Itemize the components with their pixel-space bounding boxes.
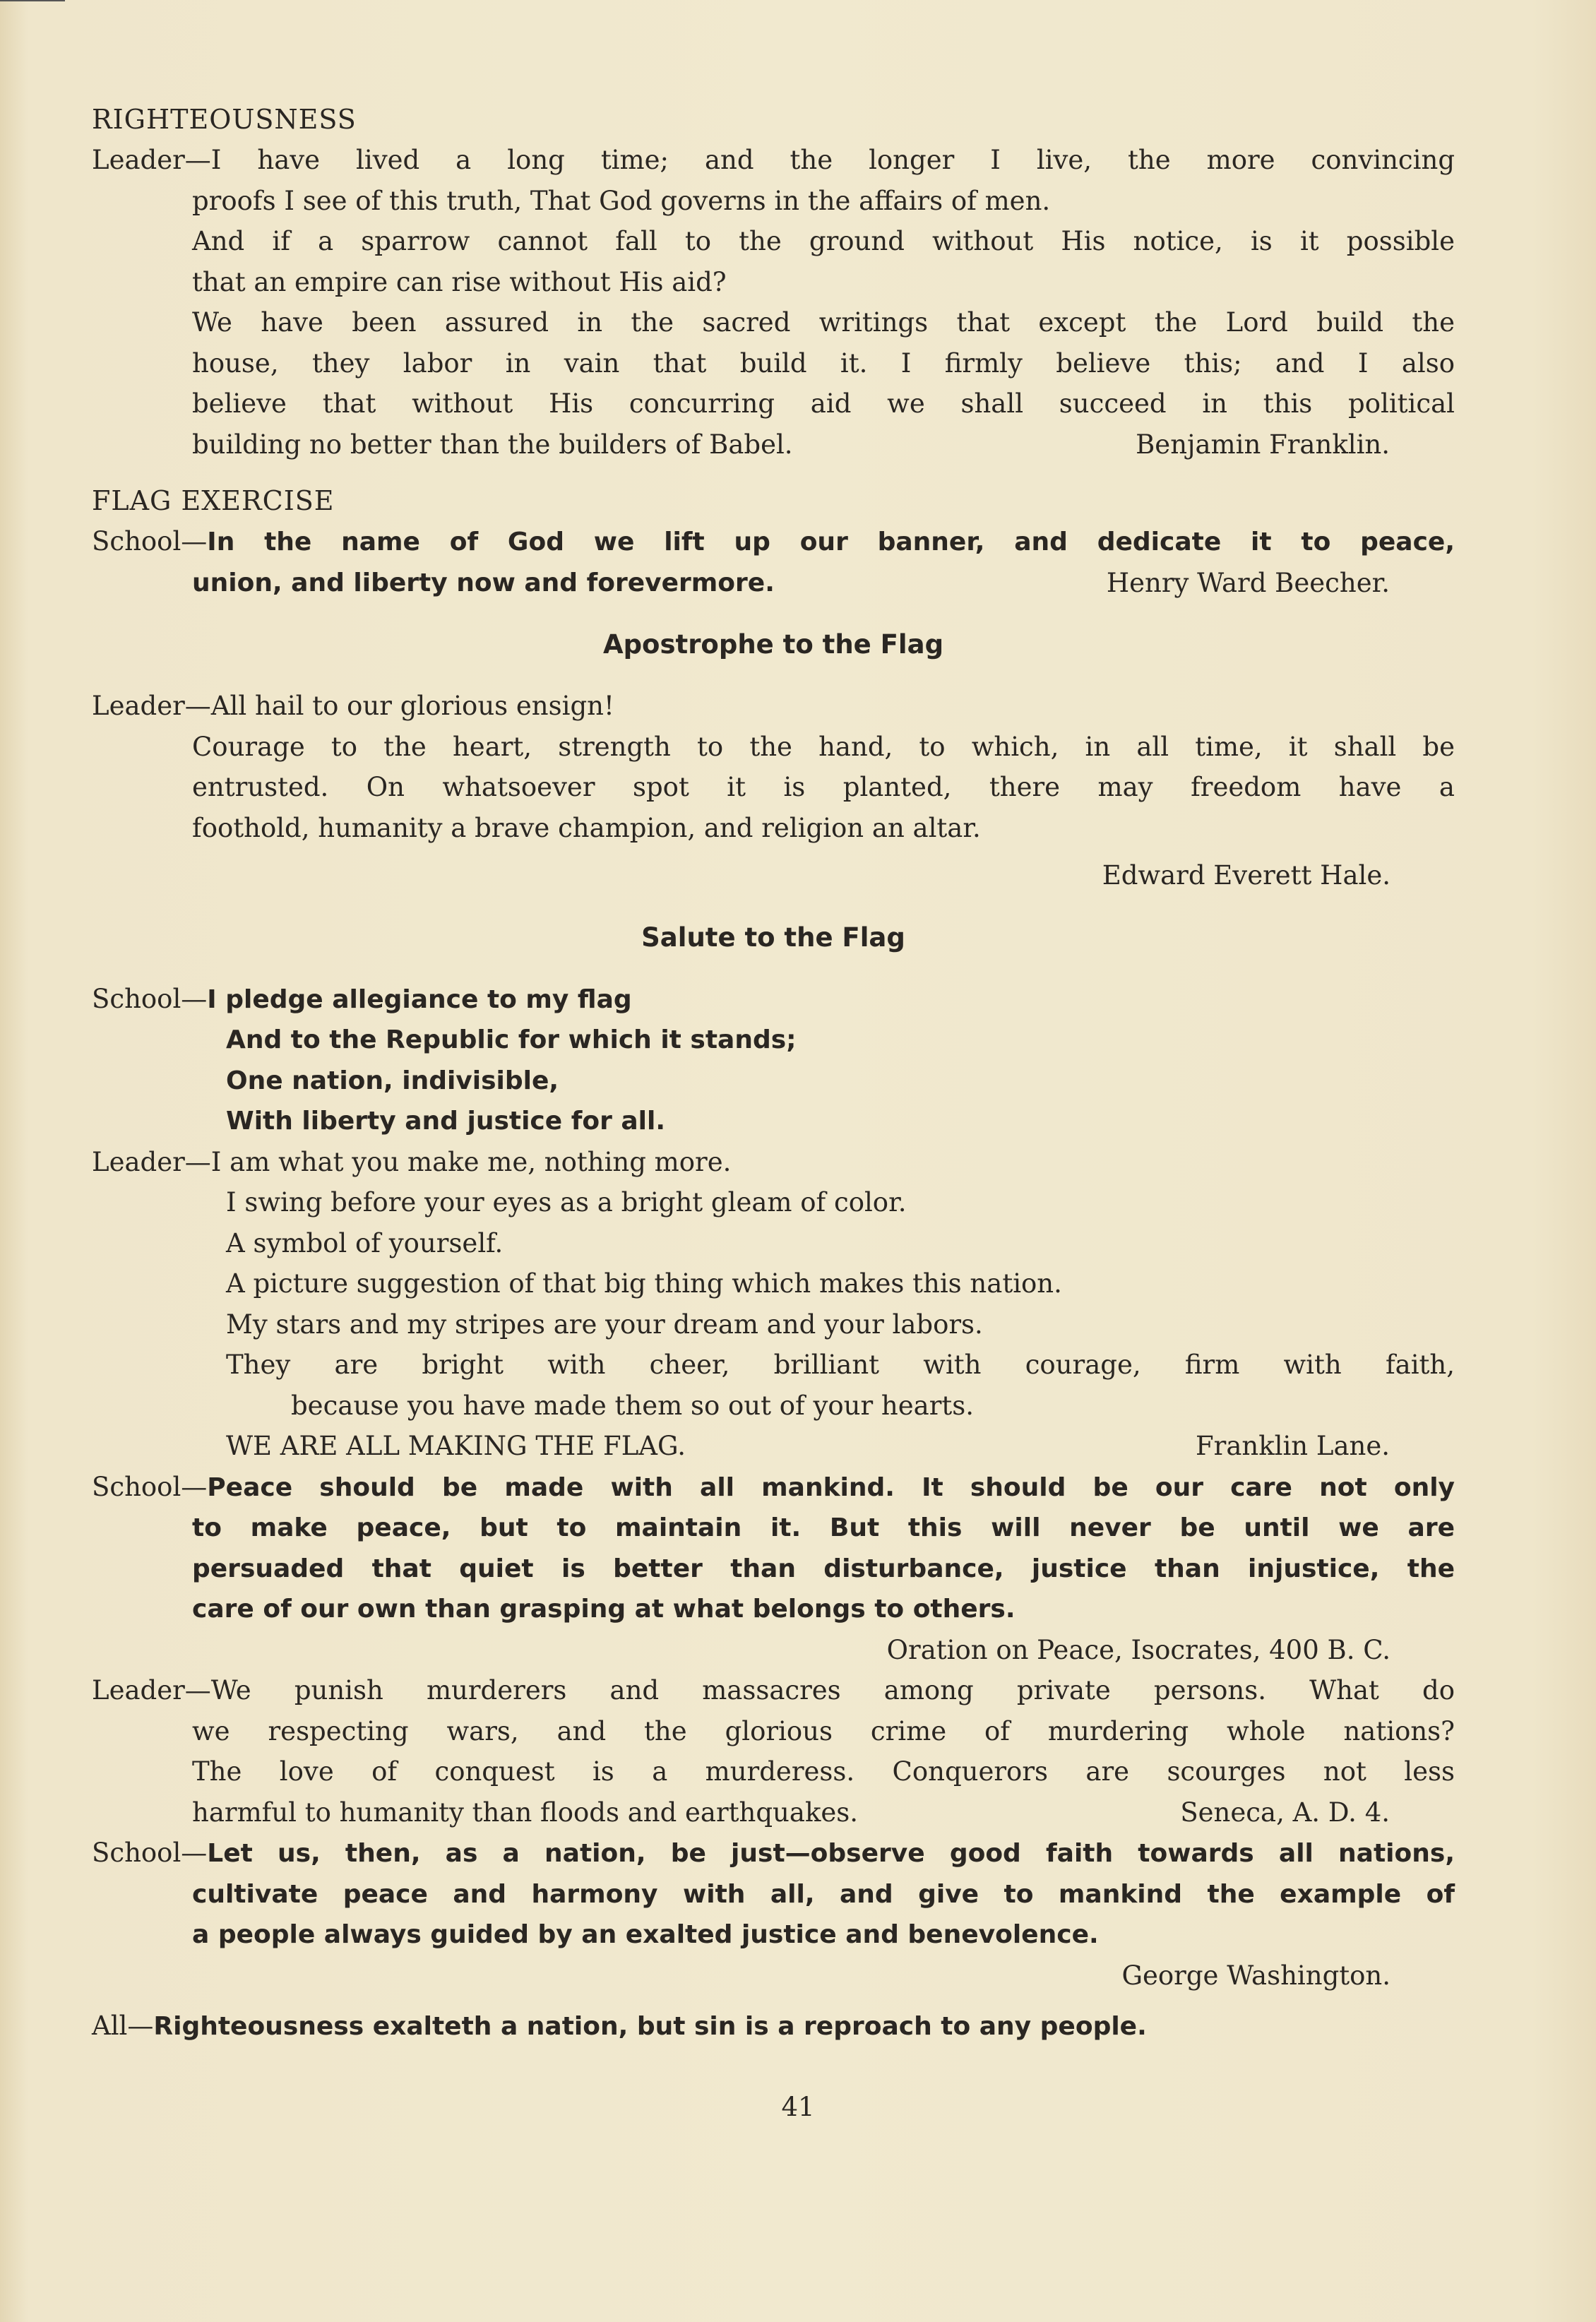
passage-line: One nation, indivisible, (226, 1066, 559, 1095)
passage-line: I swing before your eyes as a bright gleam of color. (226, 1187, 907, 1217)
passage-line-with-attribution (92, 1426, 1462, 1467)
passage-line: care of our own than grasping at what belongs to others. (192, 1595, 1016, 1624)
passage-text: WE ARE ALL MAKING THE FLAG. (226, 1431, 686, 1461)
passage-line: that an empire can rise without His aid? (192, 266, 727, 297)
attribution: Benjamin Franklin. (1136, 429, 1390, 460)
attribution: Oration on Peace, Isocrates, 400 B. C. (886, 1634, 1390, 1665)
school-reading-2 (92, 979, 1462, 1142)
passage-line: to make peace, but to maintain it. But this will never be until we are (192, 1513, 1455, 1542)
passage-line (92, 1142, 1462, 1183)
passage-line (92, 140, 1455, 181)
section-heading-righteousness: RIGHTEOUSNESS (92, 104, 357, 135)
passage-line-with-attribution (92, 1792, 1462, 1833)
leader-reading-2 (92, 1142, 1462, 1467)
passage-text: building no better than the builders of Babel. (192, 429, 793, 460)
speaker-label: Leader— (92, 1146, 211, 1177)
section-heading-flag-exercise: FLAG EXERCISE (92, 485, 335, 516)
speaker-label: Leader— (92, 691, 211, 721)
passage-text: Righteousness exalteth a nation, but sin is a reproach to any people. (153, 2012, 1147, 2041)
school-reading-3 (92, 1467, 1462, 1671)
subheading-apostrophe: Apostrophe to the Flag (602, 629, 944, 660)
passage-line: They are bright with cheer, brilliant with courage, firm with faith, (226, 1350, 1455, 1380)
passage-text: In the name of God we lift up our banner, and dedicate it to peace, (207, 528, 1455, 556)
passage-line: proofs I see of this truth, That God governs in the affairs of men. (192, 185, 1051, 216)
speaker-label: All— (92, 2011, 154, 2041)
passage-text: harmful to humanity than floods and earthquakes. (192, 1797, 859, 1828)
passage-line (92, 1670, 1455, 1711)
passage-line: cultivate peace and harmony with all, and give to mankind the example of (192, 1879, 1455, 1909)
passage-text: union, and liberty now and forevermore. (192, 568, 775, 597)
attribution: George Washington. (1121, 1960, 1390, 1991)
page-number: 41 (781, 2092, 815, 2122)
passage-text: Let us, then, as a nation, be just—observe good faith towards all nations, (207, 1839, 1455, 1868)
passage-line: A picture suggestion of that big thing which makes this nation. (226, 1268, 1062, 1299)
passage-text: I pledge allegiance to my flag (207, 984, 632, 1014)
passage-line: Courage to the heart, strength to the hand, to which, in all time, it shall be (192, 731, 1455, 762)
school-reading-4 (92, 1833, 1462, 1996)
passage-text: All hail to our glorious ensign! (210, 691, 614, 721)
speaker-label: School— (92, 1471, 208, 1502)
leader-reading-1 (92, 686, 1462, 896)
passage-line (92, 2006, 1462, 2047)
passage-line: And to the Republic for which it stands; (226, 1025, 797, 1054)
righteousness-passage (92, 140, 1462, 465)
passage-line: believe that without His concurring aid we shall succeed in this political (192, 388, 1455, 419)
attribution: Seneca, A. D. 4. (1180, 1797, 1390, 1828)
passage-line: we respecting wars, and the glorious crime of murdering whole nations? (192, 1715, 1455, 1746)
page-edge-mark (0, 0, 65, 1)
passage-line: persuaded that quiet is better than disturbance, justice than injustice, the (192, 1554, 1455, 1583)
passage-line: entrusted. On whatsoever spot it is planted, there may freedom have a (192, 772, 1455, 802)
passage-text: Peace should be made with all mankind. It should be our care not only (207, 1472, 1455, 1502)
passage-line (92, 1467, 1455, 1508)
passage-line: a people always guided by an exalted justice and benevolence. (192, 1920, 1099, 1949)
passage-text: I have lived a long time; and the longer I live, the more convincing (210, 145, 1455, 175)
attribution: Franklin Lane. (1195, 1431, 1390, 1461)
passage-line: We have been assured in the sacred writings that except the Lord build the (192, 307, 1455, 338)
all-reading (92, 1996, 1462, 2047)
passage-line: And if a sparrow cannot fall to the ground without His notice, is it possible (192, 226, 1455, 256)
attribution: Henry Ward Beecher. (1106, 567, 1390, 598)
passage-line: The love of conquest is a murderess. Conquerors are scourges not less (192, 1756, 1455, 1787)
speaker-label: School— (92, 526, 208, 556)
passage-line (92, 979, 1462, 1020)
passage-line: My stars and my stripes are your dream and your labors. (226, 1309, 983, 1340)
school-reading-1 (92, 521, 1462, 603)
passage-line-with-attribution (92, 424, 1462, 465)
passage-line (92, 1833, 1455, 1874)
passage-line: With liberty and justice for all. (226, 1107, 666, 1136)
passage-line: because you have made them so out of your hearts. (291, 1390, 975, 1421)
speaker-label: School— (92, 1838, 208, 1868)
passage-text: I am what you make me, nothing more. (210, 1146, 732, 1177)
leader-reading-3 (92, 1670, 1462, 1833)
passage-text: We punish murderers and massacres among private persons. What do (210, 1675, 1455, 1705)
page-content (92, 99, 1462, 2047)
passage-line (92, 521, 1455, 563)
passage-line-with-attribution (92, 563, 1462, 604)
passage-line: house, they labor in vain that build it. I firmly believe this; and I also (192, 347, 1455, 379)
speaker-label: Leader— (92, 145, 211, 175)
subheading-salute: Salute to the Flag (641, 922, 905, 953)
attribution: Edward Everett Hale. (1102, 860, 1390, 891)
passage-line: foothold, humanity a brave champion, and religion an altar. (192, 812, 981, 843)
speaker-label: School— (92, 983, 208, 1014)
passage-line: A symbol of yourself. (226, 1227, 504, 1258)
passage-line (92, 686, 1462, 727)
speaker-label: Leader— (92, 1675, 211, 1705)
